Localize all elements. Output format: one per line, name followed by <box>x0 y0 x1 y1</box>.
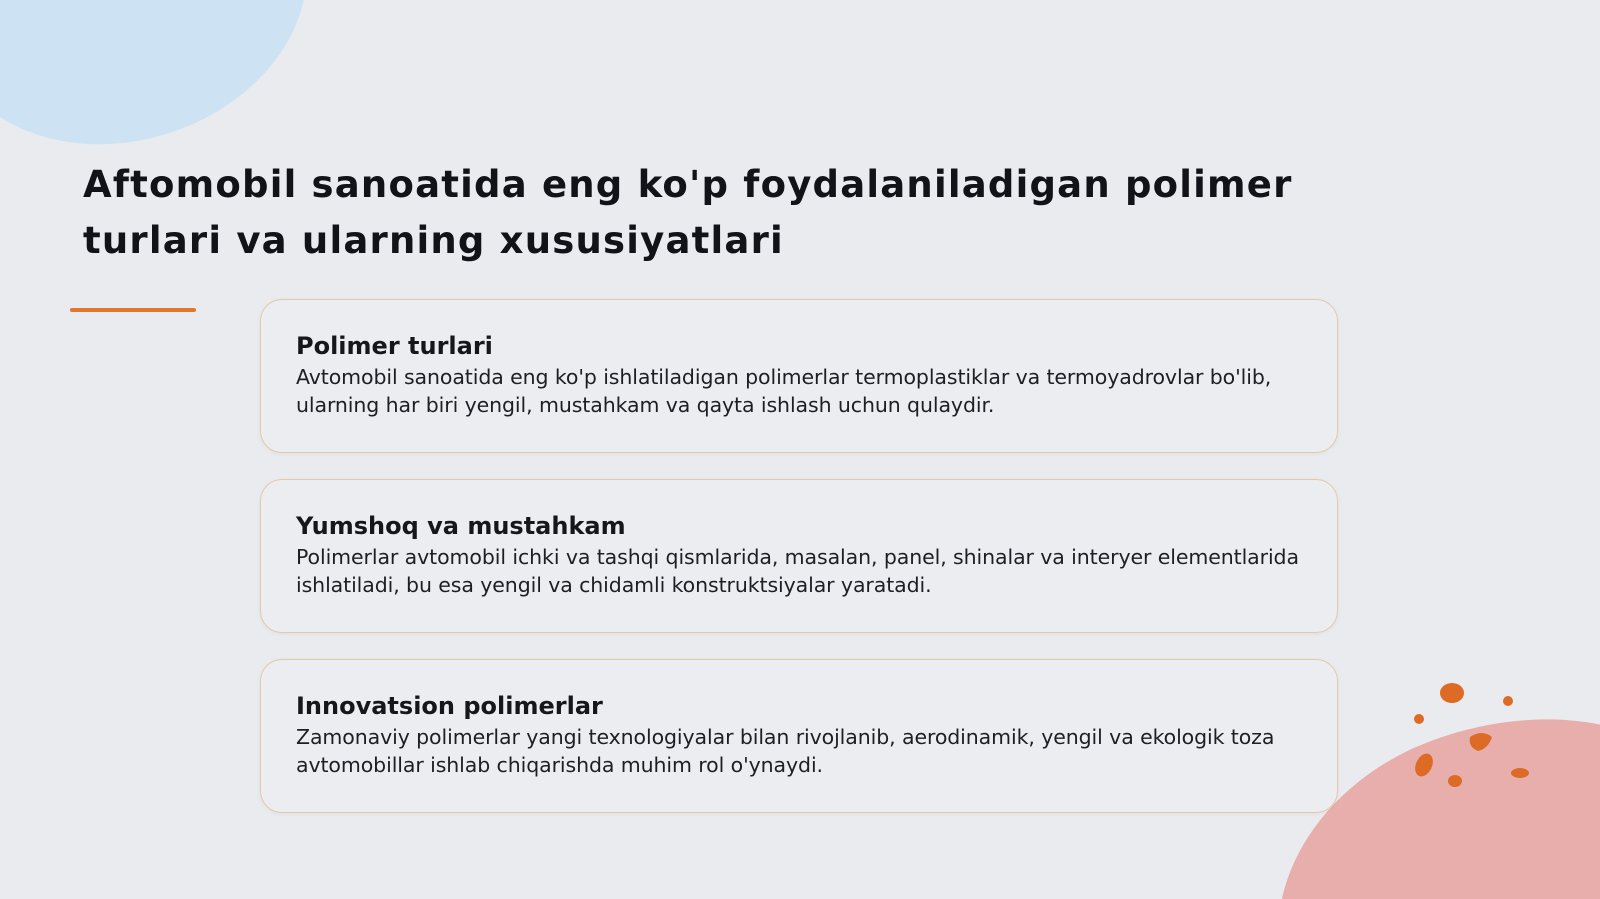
card-heading: Polimer turlari <box>296 332 493 360</box>
card-text: Zamonaviy polimerlar yangi texnologiyalar bilan rivojlanib, aerodinamik, yengil va ekologik toza avtomobillar ishlab chiqarishda muhim rol o'ynaydi. <box>296 725 1275 777</box>
card-text: Avtomobil sanoatida eng ko'p ishlatiladigan polimerlar termoplastiklar va termoyadrovlar bo'lib, ularning har biri yengil, mustahkam va qayta ishlash uchun qulaydir. <box>296 365 1272 417</box>
title-accent-line <box>70 308 196 312</box>
decorative-paint-splatter <box>1400 675 1540 795</box>
card-heading: Innovatsion polimerlar <box>296 692 603 720</box>
slide-title: Aftomobil sanoatida eng ko'p foydalaniladigan polimer turlari va ularning xususiyatlari <box>83 163 1293 262</box>
card-heading: Yumshoq va mustahkam <box>296 512 626 540</box>
card-yumshoq-va-mustahkam <box>260 479 1338 633</box>
card-text: Polimerlar avtomobil ichki va tashqi qismlarida, masalan, panel, shinalar va interyer elementlarida ishlatiladi, bu esa yengil va chidamli konstruktsiyalar yaratadi. <box>296 545 1299 597</box>
card-innovatsion-polimerlar <box>260 659 1338 813</box>
card-polimer-turlari <box>260 299 1338 453</box>
